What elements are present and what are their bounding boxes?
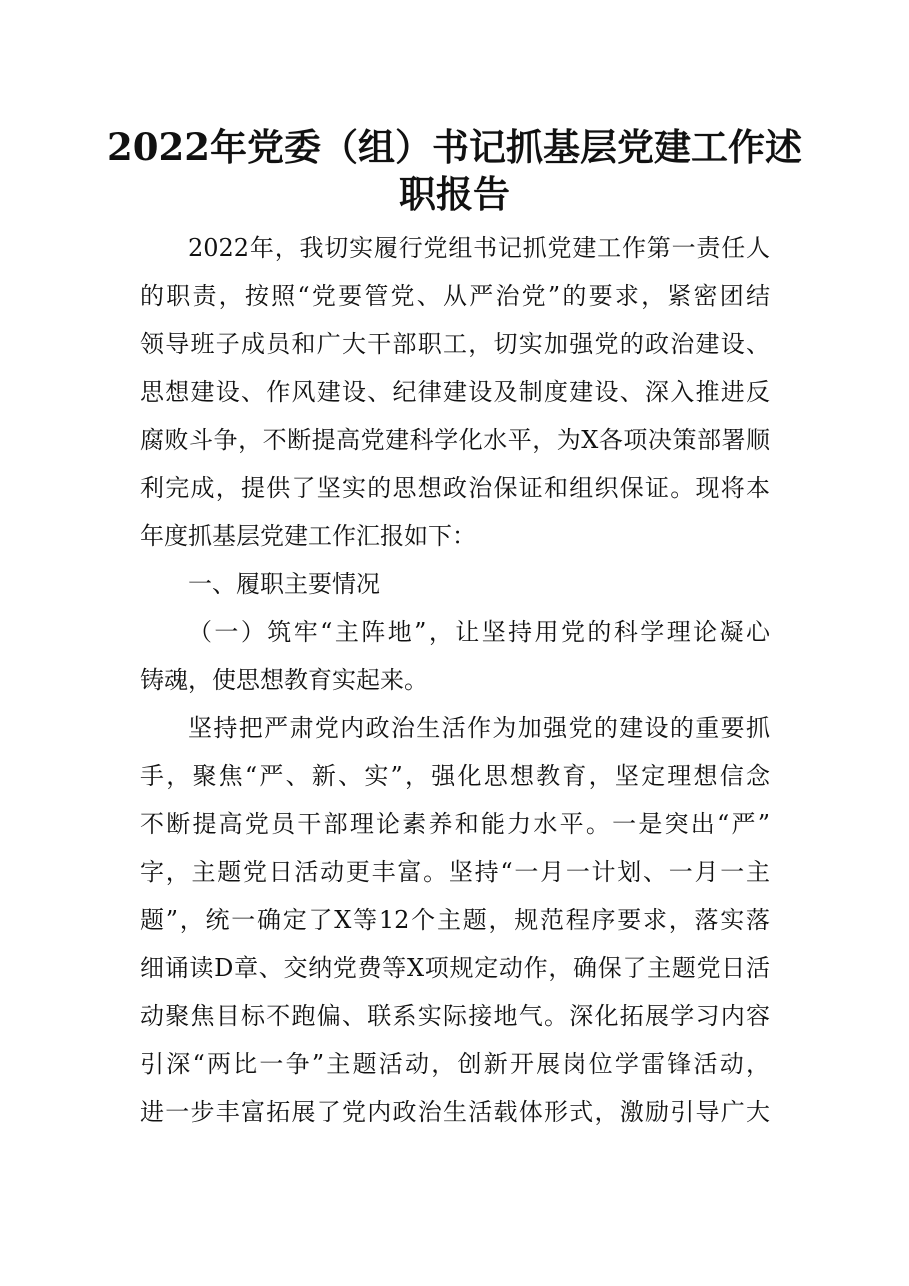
body-line-19: 进一步丰富拓展了党内政治生活载体形式，激励引导广大 (140, 1098, 770, 1126)
body-line-1: 2022年，我切实履行党组书记抓党建工作第一责任人 (188, 234, 770, 262)
document-title-line-2: 职报告 (399, 172, 510, 216)
body-line-18: 引深“两比一争”主题活动，创新开展岗位学雷锋活动， (140, 1050, 770, 1078)
body-line-3: 领导班子成员和广大干部职工，切实加强党的政治建设、 (140, 330, 770, 358)
subsection-heading-line-2: 铸魂，使思想教育实起来。 (140, 666, 428, 694)
subsection-heading-line-1: （一）筑牢“主阵地”，让坚持用党的科学理论凝心 (188, 618, 770, 646)
body-line-17: 动聚焦目标不跑偏、联系实际接地气。深化拓展学习内容 (140, 1002, 770, 1030)
section-heading: 一、履职主要情况 (188, 570, 380, 598)
body-line-7: 年度抓基层党建工作汇报如下： (140, 522, 476, 550)
body-line-14: 字，主题党日活动更丰富。坚持“一月一计划、一月一主 (140, 858, 770, 886)
body-line-15: 题”，统一确定了X等12个主题，规范程序要求，落实落 (140, 906, 770, 934)
body-line-6: 利完成，提供了坚实的思想政治保证和组织保证。现将本 (140, 474, 770, 502)
body-line-5: 腐败斗争，不断提高党建科学化水平，为X各项决策部署顺 (140, 426, 770, 454)
document-title-line-1: 2022年党委（组）书记抓基层党建工作述 (107, 125, 802, 169)
body-line-13: 不断提高党员干部理论素养和能力水平。一是突出“严” (140, 810, 770, 838)
body-line-16: 细诵读D章、交纳党费等X项规定动作，确保了主题党日活 (140, 954, 770, 982)
body-line-12: 手，聚焦“严、新、实”，强化思想教育，坚定理想信念 (140, 762, 770, 790)
body-line-4: 思想建设、作风建设、纪律建设及制度建设、深入推进反 (140, 378, 770, 406)
body-line-11: 坚持把严肃党内政治生活作为加强党的建设的重要抓 (188, 714, 770, 742)
body-line-2: 的职责，按照“党要管党、从严治党”的要求，紧密团结 (140, 282, 770, 310)
